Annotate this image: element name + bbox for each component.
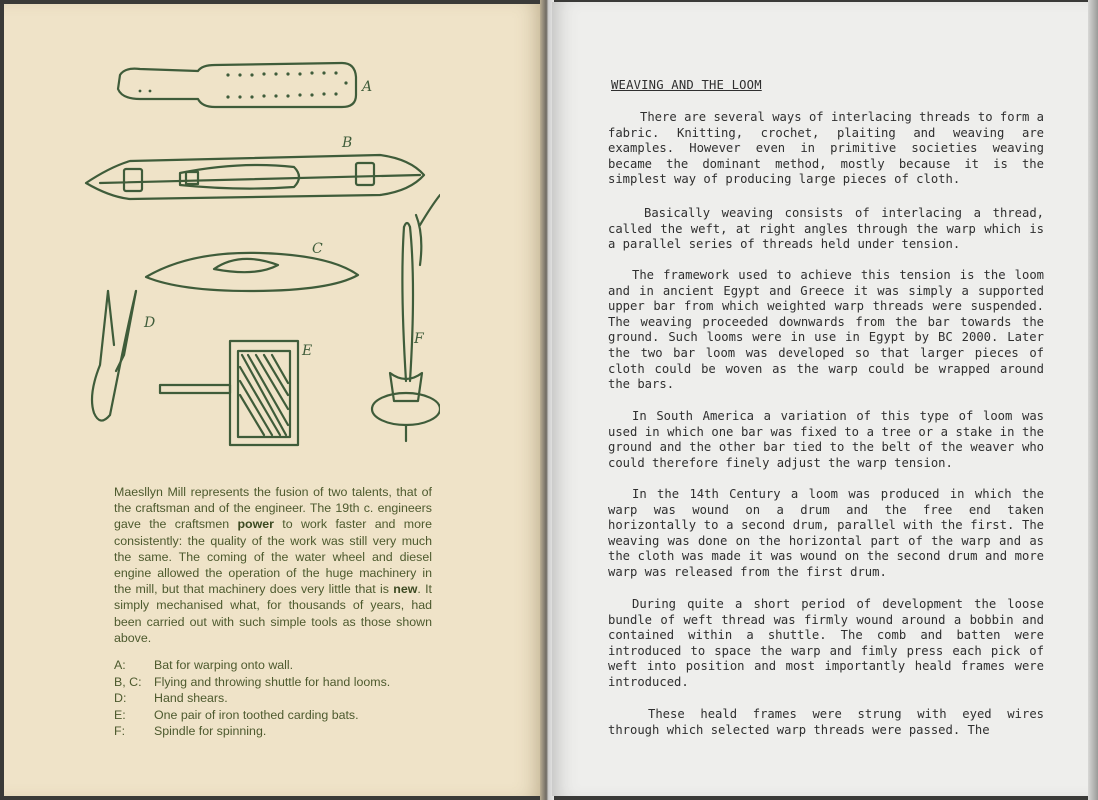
paragraph-6: During quite a short period of development the loose bundle of weft thread was firmly wound around a bobbin and contained within a shuttle. The comb and batten were introduced to space the warp and fimly press each pick of weft into position and most importantly heald frames were introduced. bbox=[608, 597, 1044, 689]
intro-text-part-3: . It simply mechanised what, for thousands of years, had been carried out with such simple tools as those shown above. bbox=[114, 582, 432, 645]
paragraph-5: In the 14th Century a loom was produced in which the warp was wound on a drum and the free end taken horizontally to a second drum, parallel with the first. The weaving was done on the horizontal part of the warp and as the cloth was made it was wound on the second drum and more warp was released from the first drum. bbox=[608, 487, 1044, 579]
legend-row bbox=[114, 674, 444, 691]
flying-shuttle-drawing bbox=[86, 135, 424, 199]
legend-text: Flying and throwing shuttle for hand looms. bbox=[154, 674, 391, 689]
drawing-label-e: E bbox=[302, 343, 313, 359]
legend-text: Spindle for spinning. bbox=[154, 724, 267, 739]
intro-text-part-1: Maesllyn Mill represents the fusion of two talents, that of the craftsman and of the engineer. The 19th c. engineers gave the craftsmen bbox=[114, 485, 432, 532]
legend-text: One pair of iron toothed carding bats. bbox=[154, 707, 359, 722]
legend-key: E: bbox=[114, 707, 126, 722]
legend-row bbox=[114, 690, 444, 707]
throwing-shuttle-drawing bbox=[146, 241, 358, 291]
drawing-label-c: C bbox=[312, 241, 323, 257]
legend-key: B, C: bbox=[114, 674, 142, 689]
paragraph-7: These heald frames were strung with eyed wires through which selected warp threads were passed. The bbox=[608, 707, 1044, 737]
warping-bat-drawing bbox=[118, 63, 372, 107]
legend-text: Bat for warping onto wall. bbox=[154, 658, 294, 672]
legend-row bbox=[114, 723, 444, 740]
drawing-label-a: A bbox=[362, 79, 373, 95]
spindle-drawing bbox=[372, 195, 440, 441]
tool-drawings-svg bbox=[80, 55, 440, 465]
intro-paragraph bbox=[114, 484, 432, 646]
intro-bold-new: new bbox=[393, 582, 418, 597]
legend-key: A: bbox=[114, 658, 126, 672]
drawing-label-d: D bbox=[144, 315, 156, 331]
drawing-label-b: B bbox=[342, 135, 353, 151]
legend-row bbox=[114, 707, 444, 724]
paragraph-1: There are several ways of interlacing threads to form a fabric. Knitting, crochet, plaiting and weaving are examples. However even in primitive societies weaving became the dominant method, mostly because it is the simplest way of producing large pieces of cloth. bbox=[608, 110, 1044, 187]
legend-text: Hand shears. bbox=[154, 691, 228, 706]
section-heading: WEAVING AND THE LOOM bbox=[611, 78, 762, 92]
paragraph-4: In South America a variation of this type of loom was used in which one bar was fixed to a tree or a stake in the ground and the other bar tied to the belt of the weaver who could therefore finely adjust the warp tension. bbox=[608, 409, 1044, 470]
legend-row bbox=[114, 657, 444, 674]
tool-legend bbox=[114, 657, 444, 740]
tool-illustrations bbox=[80, 55, 440, 465]
page-edge bbox=[1088, 0, 1098, 800]
legend-key: D: bbox=[114, 691, 127, 706]
hand-shears-drawing bbox=[92, 291, 155, 421]
paragraph-3: The framework used to achieve this tension is the loom and in ancient Egypt and Greece it was simply a supported upper bar from which weighted warp threads were suspended. The weaving proceeded downwards from the bar towards the ground. Such looms were in use in Egypt by BC 2000. Later the two bar loom was developed so that larger pieces of cloth could be woven as the warp could be wrapped around the bars. bbox=[608, 268, 1044, 392]
intro-bold-power: power bbox=[237, 517, 274, 532]
legend-key: F: bbox=[114, 724, 126, 739]
drawing-label-f: F bbox=[414, 331, 424, 347]
carding-bat-drawing bbox=[160, 341, 312, 445]
intro-text-part-2: to work faster and more consistently: the quality of the work was still very much the same. The coming of the water wheel and diesel engine allowed the operation of the huge machinery in the mill, but that machinery does very little that is bbox=[114, 517, 432, 597]
paragraph-2: Basically weaving consists of interlacing a thread, called the weft, at right angles through the warp which is a parallel series of threads held under tension. bbox=[608, 206, 1044, 252]
